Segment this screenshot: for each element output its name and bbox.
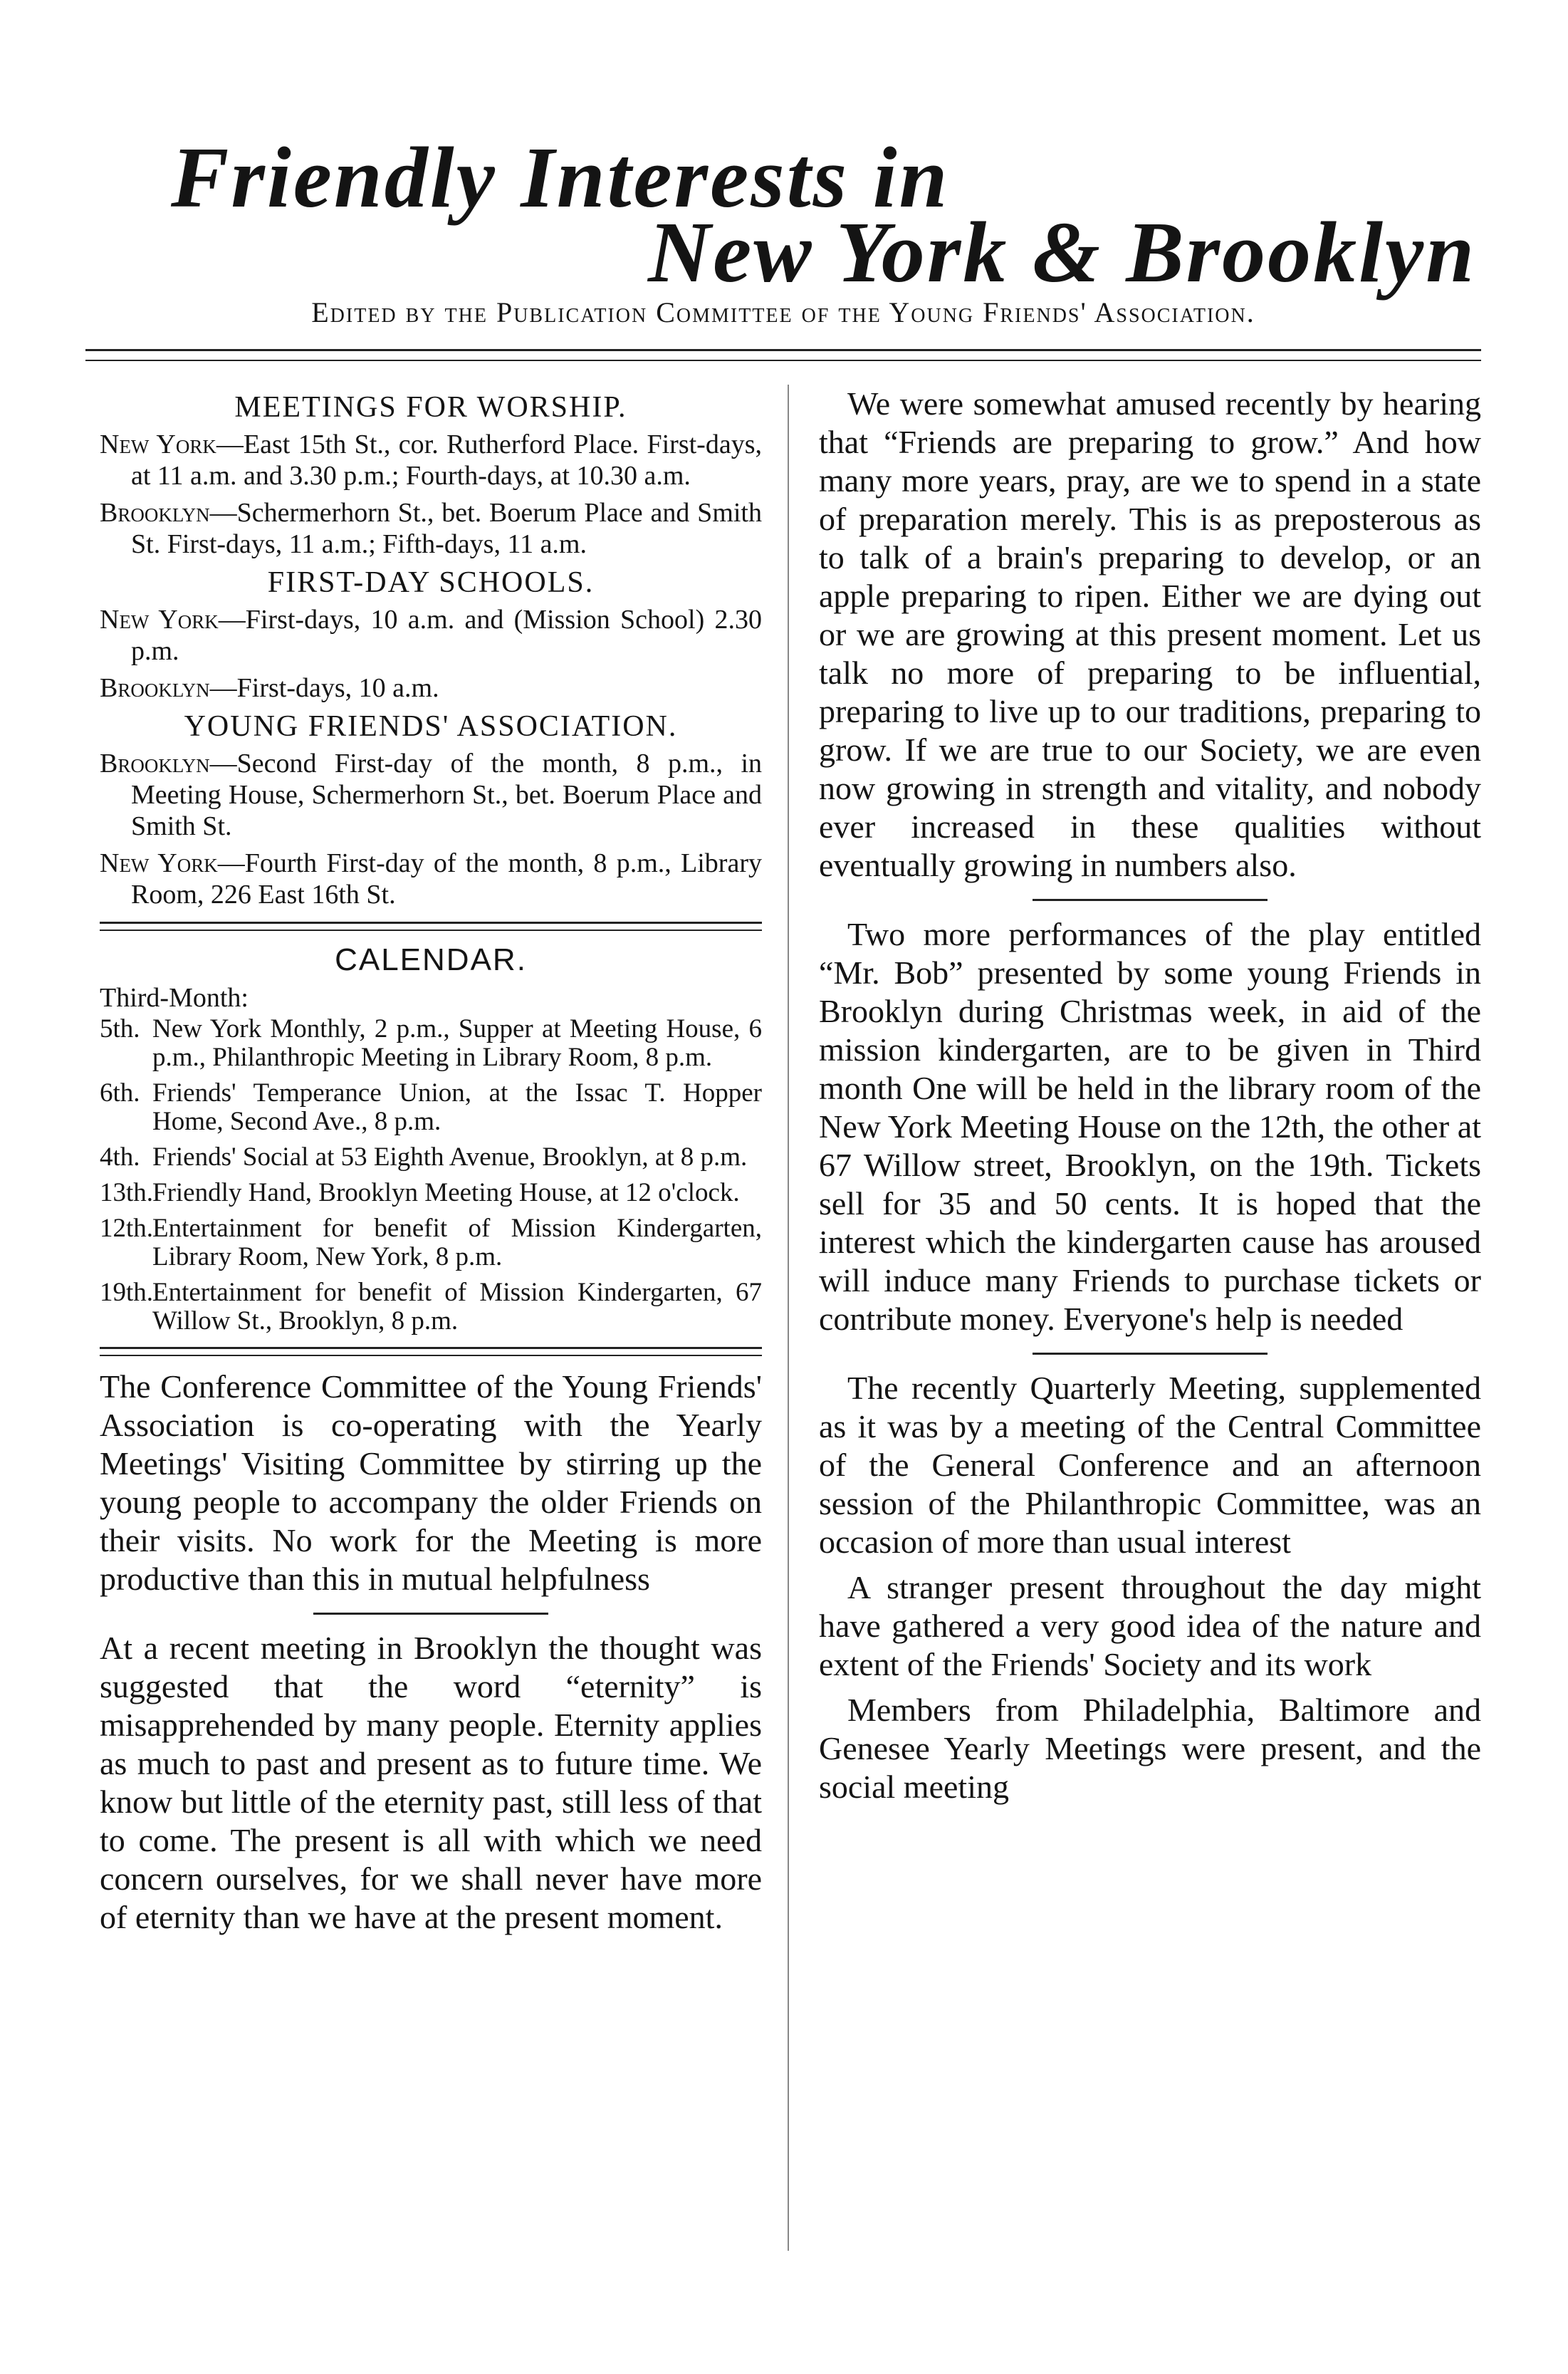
- entry-place: New York: [100, 429, 216, 459]
- short-rule: [1033, 899, 1268, 901]
- entry-place: New York: [100, 605, 219, 635]
- masthead: [0, 0, 1568, 370]
- section-rule: [100, 922, 762, 931]
- masthead-rule: [85, 349, 1481, 361]
- paragraph-stranger: A stranger present throughout the day might have gathered a very good idea of the nature and extent of the Friends' Society and its work: [819, 1569, 1481, 1682]
- calendar-item: [100, 1279, 762, 1336]
- meetings-heading: MEETINGS FOR WORSHIP.: [234, 391, 627, 424]
- calendar-date: 5th.: [100, 1014, 140, 1043]
- right-column: [819, 385, 1481, 1813]
- calendar-item: [100, 1214, 762, 1271]
- school-entry: [100, 604, 762, 667]
- entry-text: —Second First-day of the month, 8 p.m., in Meeting House, Schermerhorn St., bet. Boerum Place and Smith St.: [131, 749, 762, 841]
- meeting-entry: [100, 497, 762, 560]
- paragraph-members: Members from Philadelphia, Baltimore and Genesee Yearly Meetings were present, and the social meeting: [819, 1692, 1481, 1805]
- meeting-entry: [100, 429, 762, 491]
- schools-heading: FIRST-DAY SCHOOLS.: [267, 566, 595, 599]
- calendar-date: 4th.: [100, 1142, 140, 1172]
- calendar-item: [100, 1015, 762, 1072]
- calendar-text: Friends' Temperance Union, at the Issac T. Hopper Home, Second Ave., 8 p.m.: [152, 1078, 762, 1136]
- masthead-title-line1: Friendly Interests in: [171, 130, 950, 226]
- left-column: [100, 385, 762, 1944]
- entry-text: —First-days, 10 a.m.: [209, 673, 439, 703]
- calendar-item: [100, 1179, 762, 1207]
- entry-text: —Schermerhorn St., bet. Boerum Place and Smith St. First-days, 11 a.m.; Fifth-days, 11 a.m.: [131, 498, 762, 559]
- calendar-month: Third-Month:: [100, 983, 249, 1013]
- editor-line: Edited by the Publication Committee of the Young Friends' Association.: [311, 296, 1255, 328]
- entry-text: —Fourth First-day of the month, 8 p.m., Library Room, 226 East 16th St.: [131, 848, 762, 910]
- calendar-item: [100, 1143, 762, 1172]
- yfa-entry: [100, 848, 762, 910]
- paragraph-play: Two more performances of the play entitled “Mr. Bob” presented by some young Friends in Brooklyn during Christmas week, in aid of the mission kindergarten, are to be given in Third month One will be held in the library room of the New York Meeting House on the 12th, the other at 67 Willow street, Brooklyn, on the 19th. Tickets sell for 35 and 50 cents. It is hoped that the interest which the kindergarten cause has aroused will induce many Friends to purchase tickets or contribute money. Everyone's help is needed: [819, 916, 1481, 1337]
- entry-text: —First-days, 10 a.m. and (Mission School) 2.30 p.m.: [131, 605, 762, 666]
- calendar-item: [100, 1079, 762, 1136]
- paragraph-quarterly: The recently Quarterly Meeting, supplemented as it was by a meeting of the Central Committee of the General Conference and an afternoon session of the Philanthropic Committee, was an occasion of more than usual interest: [819, 1370, 1481, 1560]
- yfa-heading: YOUNG FRIENDS' ASSOCIATION.: [184, 710, 678, 743]
- yfa-entry: [100, 748, 762, 842]
- short-rule: [313, 1613, 548, 1615]
- calendar-date: 12th.: [100, 1214, 154, 1243]
- paragraph-grow: We were somewhat amused recently by hearing that “Friends are preparing to grow.” And how many more years, pray, are we to spend in a state of preparation merely. This is as preposterous as to talk of a brain's preparing to develop, or an apple preparing to ripen. Either we are dying out or we are growing at this present moment. Let us talk no more of preparing to be influential, preparing to live up to our traditions, preparing to grow. If we are true to our Society, we are even now growing in strength and vitality, and nobody ever increased in these qualities without eventually growing in numbers also.: [819, 385, 1481, 883]
- calendar-date: 19th.: [100, 1278, 154, 1307]
- calendar-text: New York Monthly, 2 p.m., Supper at Meeting House, 6 p.m., Philanthropic Meeting in Library Room, 8 p.m.: [152, 1014, 762, 1072]
- calendar-text: Entertainment for benefit of Mission Kindergarten, Library Room, New York, 8 p.m.: [152, 1214, 762, 1271]
- calendar-text: Entertainment for benefit of Mission Kindergarten, 67 Willow St., Brooklyn, 8 p.m.: [152, 1278, 762, 1336]
- yfa-list: [100, 748, 762, 910]
- paragraph-conference: The Conference Committee of the Young Friends' Association is co-operating with the Yearly Meetings' Visiting Committee by stirring up the young people to accompany the older Friends on their visits. No work for the Meeting is more productive than this in mutual helpfulness: [100, 1368, 762, 1597]
- calendar-date: 6th.: [100, 1078, 140, 1108]
- entry-place: Brooklyn: [100, 498, 210, 528]
- meetings-list: [100, 429, 762, 560]
- entry-text: —East 15th St., cor. Rutherford Place. First-days, at 11 a.m. and 3.30 p.m.; Fourth-days, at 10.30 a.m.: [131, 429, 762, 491]
- schools-list: [100, 604, 762, 704]
- short-rule: [1033, 1353, 1268, 1355]
- entry-place: Brooklyn: [100, 749, 210, 779]
- calendar-heading: CALENDAR.: [335, 942, 527, 977]
- paragraph-eternity: At a recent meeting in Brooklyn the thought was suggested that the word “eternity” is misapprehended by many people. Eternity applies as much to past and present as to future time. We know but little of the eternity past, still less of that to come. The present is all with which we need concern ourselves, for we shall never have more of eternity than we have at the present moment.: [100, 1630, 762, 1935]
- calendar-list: [100, 1015, 762, 1336]
- calendar-text: Friends' Social at 53 Eighth Avenue, Brooklyn, at 8 p.m.: [152, 1142, 748, 1172]
- entry-place: Brooklyn: [100, 673, 210, 703]
- school-entry: [100, 672, 762, 704]
- entry-place: New York: [100, 848, 218, 878]
- column-divider: [788, 385, 789, 2251]
- masthead-title-line2: New York & Brooklyn: [648, 204, 1477, 301]
- calendar-text: Friendly Hand, Brooklyn Meeting House, at 12 o'clock.: [152, 1178, 740, 1207]
- calendar-date: 13th.: [100, 1178, 154, 1207]
- section-rule: [100, 1347, 762, 1356]
